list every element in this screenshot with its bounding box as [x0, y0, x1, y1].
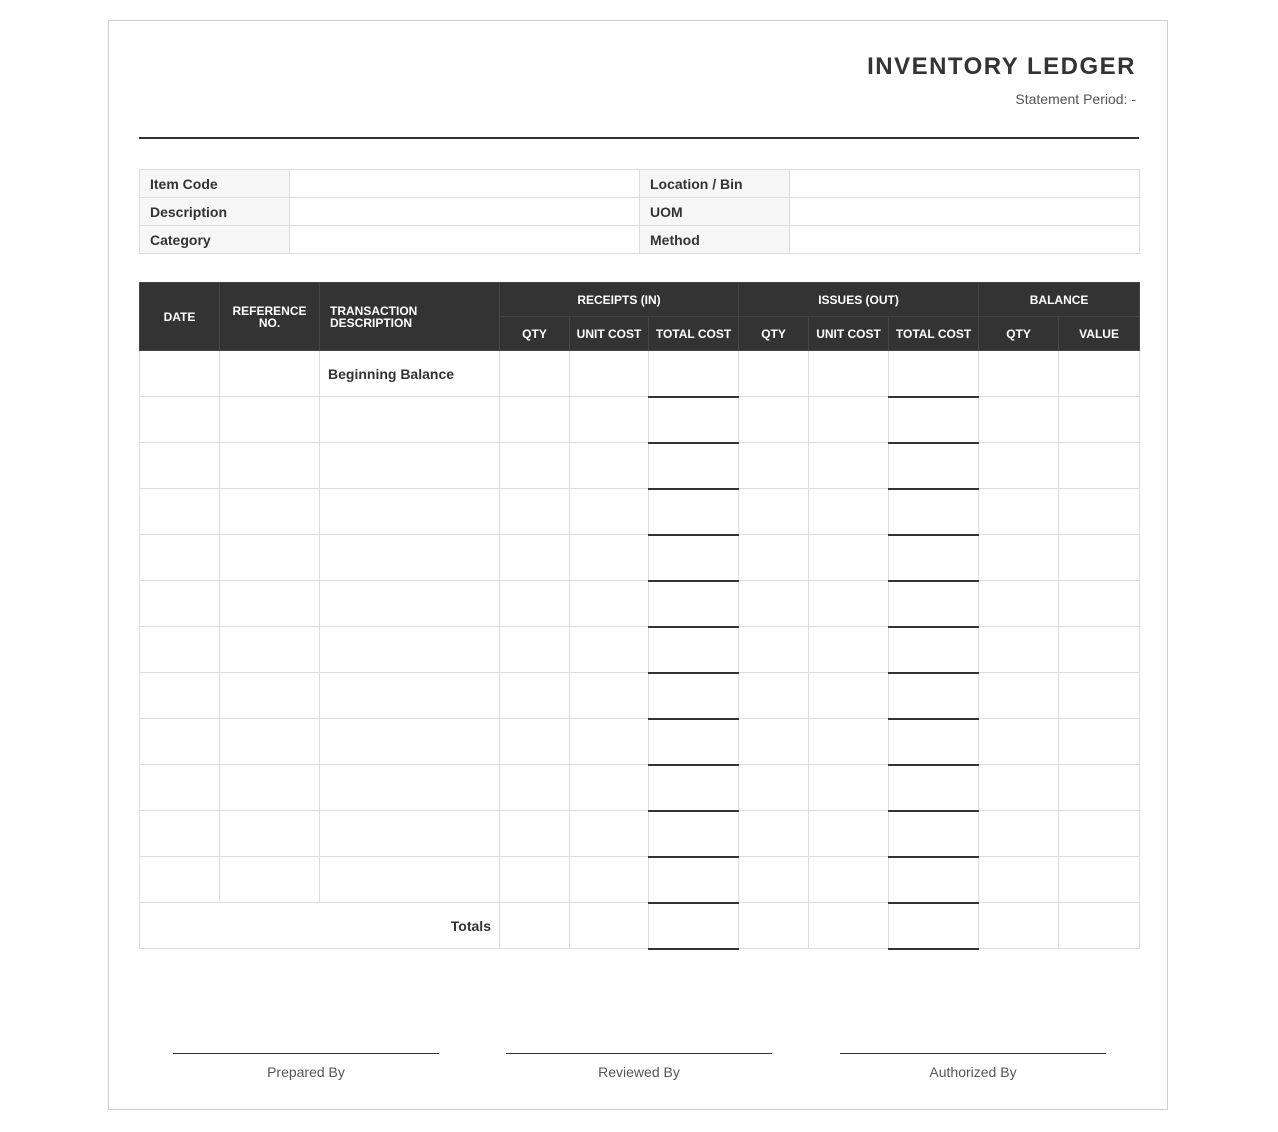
cell-balance-value[interactable]	[1059, 673, 1140, 719]
location-bin-field[interactable]	[790, 170, 1140, 198]
method-field[interactable]	[790, 226, 1140, 254]
cell-issues-total-cost[interactable]	[889, 581, 979, 627]
category-label: Category	[140, 226, 290, 254]
cell-issues-unit-cost[interactable]	[809, 351, 889, 397]
cell-receipts-unit-cost[interactable]	[570, 397, 649, 443]
cell-receipts-qty[interactable]	[500, 581, 570, 627]
totals-issues-unit-cost[interactable]	[809, 903, 889, 949]
cell-receipts-total-cost[interactable]	[649, 397, 739, 443]
table-row	[140, 857, 1140, 903]
item-info-table	[139, 169, 1140, 254]
uom-field[interactable]	[790, 198, 1140, 226]
cell-receipts-total-cost[interactable]	[649, 627, 739, 673]
prepared-by-label: Prepared By	[267, 1064, 345, 1080]
cell-description[interactable]	[320, 673, 500, 719]
cell-date[interactable]	[140, 627, 220, 673]
cell-issues-total-cost[interactable]	[889, 673, 979, 719]
cell-issues-qty[interactable]	[739, 351, 809, 397]
receipts-unit-cost-header: UNIT COST	[570, 317, 649, 351]
cell-balance-qty[interactable]	[979, 627, 1059, 673]
category-field[interactable]	[290, 226, 640, 254]
cell-description[interactable]	[320, 535, 500, 581]
cell-reference[interactable]	[220, 397, 320, 443]
cell-receipts-qty[interactable]	[500, 397, 570, 443]
cell-reference[interactable]	[220, 811, 320, 857]
statement-period-label: Statement Period:	[1015, 91, 1128, 107]
header-divider	[139, 137, 1139, 139]
page-title: INVENTORY LEDGER	[867, 53, 1136, 80]
cell-issues-qty[interactable]	[739, 857, 809, 903]
cell-issues-total-cost[interactable]	[889, 811, 979, 857]
authorized-by-signature	[840, 1053, 1106, 1080]
cell-description[interactable]	[320, 627, 500, 673]
info-row	[140, 170, 1140, 198]
totals-label: Totals	[140, 903, 500, 949]
cell-receipts-qty[interactable]	[500, 351, 570, 397]
cell-issues-total-cost[interactable]	[889, 443, 979, 489]
statement-period-value: -	[1131, 91, 1136, 107]
totals-balance-value[interactable]	[1059, 903, 1140, 949]
prepared-by-signature	[173, 1053, 439, 1080]
cell-issues-qty[interactable]	[739, 397, 809, 443]
cell-balance-qty[interactable]	[979, 351, 1059, 397]
cell-issues-unit-cost[interactable]	[809, 397, 889, 443]
totals-receipts-unit-cost[interactable]	[570, 903, 649, 949]
cell-receipts-total-cost[interactable]	[649, 443, 739, 489]
cell-balance-value[interactable]	[1059, 857, 1140, 903]
issues-group-header: ISSUES (OUT)	[739, 283, 979, 317]
reviewed-by-signature	[506, 1053, 772, 1080]
info-row	[140, 198, 1140, 226]
totals-receipts-qty[interactable]	[500, 903, 570, 949]
cell-description[interactable]	[320, 719, 500, 765]
cell-receipts-unit-cost[interactable]	[570, 627, 649, 673]
cell-date[interactable]	[140, 581, 220, 627]
uom-label: UOM	[640, 198, 790, 226]
statement-period	[1015, 91, 1136, 107]
cell-receipts-total-cost[interactable]	[649, 673, 739, 719]
cell-description[interactable]	[320, 811, 500, 857]
cell-balance-value[interactable]	[1059, 765, 1140, 811]
cell-receipts-total-cost[interactable]	[649, 719, 739, 765]
signature-line[interactable]	[840, 1053, 1106, 1054]
cell-description[interactable]	[320, 397, 500, 443]
ledger-body	[140, 351, 1140, 949]
cell-date[interactable]	[140, 765, 220, 811]
cell-reference[interactable]	[220, 673, 320, 719]
col-ref-header: REFERENCE NO.	[220, 283, 320, 351]
cell-receipts-qty[interactable]	[500, 719, 570, 765]
item-code-field[interactable]	[290, 170, 640, 198]
table-row	[140, 673, 1140, 719]
cell-issues-unit-cost[interactable]	[809, 857, 889, 903]
cell-reference[interactable]	[220, 719, 320, 765]
item-code-label: Item Code	[140, 170, 290, 198]
ledger-table	[139, 282, 1140, 950]
totals-issues-qty[interactable]	[739, 903, 809, 949]
ledger-sheet	[108, 20, 1168, 1110]
totals-issues-total-cost[interactable]	[889, 903, 979, 949]
cell-issues-qty[interactable]	[739, 489, 809, 535]
info-row	[140, 226, 1140, 254]
cell-reference[interactable]	[220, 351, 320, 397]
location-bin-label: Location / Bin	[640, 170, 790, 198]
cell-receipts-unit-cost[interactable]	[570, 673, 649, 719]
receipts-total-cost-header: TOTAL COST	[649, 317, 739, 351]
signature-line[interactable]	[506, 1053, 772, 1054]
cell-balance-value[interactable]	[1059, 397, 1140, 443]
cell-receipts-unit-cost[interactable]	[570, 719, 649, 765]
cell-receipts-qty[interactable]	[500, 765, 570, 811]
cell-description[interactable]	[320, 581, 500, 627]
cell-reference[interactable]	[220, 581, 320, 627]
cell-issues-total-cost[interactable]	[889, 719, 979, 765]
receipts-qty-header: QTY	[500, 317, 570, 351]
totals-row	[140, 903, 1140, 949]
cell-issues-unit-cost[interactable]	[809, 811, 889, 857]
issues-qty-header: QTY	[739, 317, 809, 351]
cell-balance-value[interactable]	[1059, 627, 1140, 673]
cell-reference[interactable]	[220, 857, 320, 903]
cell-issues-total-cost[interactable]	[889, 351, 979, 397]
cell-receipts-qty[interactable]	[500, 489, 570, 535]
table-row	[140, 535, 1140, 581]
cell-balance-qty[interactable]	[979, 443, 1059, 489]
cell-receipts-qty[interactable]	[500, 535, 570, 581]
cell-receipts-qty[interactable]	[500, 811, 570, 857]
cell-receipts-total-cost[interactable]	[649, 489, 739, 535]
cell-receipts-unit-cost[interactable]	[570, 535, 649, 581]
cell-date[interactable]	[140, 857, 220, 903]
cell-issues-unit-cost[interactable]	[809, 535, 889, 581]
cell-balance-value[interactable]	[1059, 581, 1140, 627]
method-label: Method	[640, 226, 790, 254]
reviewed-by-label: Reviewed By	[598, 1064, 680, 1080]
cell-balance-qty[interactable]	[979, 581, 1059, 627]
cell-date[interactable]	[140, 489, 220, 535]
cell-balance-qty[interactable]	[979, 857, 1059, 903]
cell-receipts-unit-cost[interactable]	[570, 765, 649, 811]
cell-issues-qty[interactable]	[739, 673, 809, 719]
cell-issues-unit-cost[interactable]	[809, 673, 889, 719]
cell-balance-qty[interactable]	[979, 719, 1059, 765]
cell-date[interactable]	[140, 673, 220, 719]
cell-receipts-total-cost[interactable]	[649, 765, 739, 811]
cell-receipts-total-cost[interactable]	[649, 811, 739, 857]
cell-date[interactable]	[140, 443, 220, 489]
table-row	[140, 489, 1140, 535]
cell-balance-qty[interactable]	[979, 489, 1059, 535]
balance-value-header: VALUE	[1059, 317, 1140, 351]
cell-receipts-qty[interactable]	[500, 857, 570, 903]
cell-issues-unit-cost[interactable]	[809, 581, 889, 627]
balance-qty-header: QTY	[979, 317, 1059, 351]
cell-date[interactable]	[140, 535, 220, 581]
cell-issues-qty[interactable]	[739, 811, 809, 857]
authorized-by-label: Authorized By	[929, 1064, 1017, 1080]
cell-issues-qty[interactable]	[739, 581, 809, 627]
cell-issues-qty[interactable]	[739, 765, 809, 811]
cell-receipts-unit-cost[interactable]	[570, 489, 649, 535]
table-row	[140, 443, 1140, 489]
cell-balance-value[interactable]	[1059, 535, 1140, 581]
cell-issues-total-cost[interactable]	[889, 397, 979, 443]
table-row	[140, 719, 1140, 765]
table-row	[140, 351, 1140, 397]
receipts-group-header: RECEIPTS (IN)	[500, 283, 739, 317]
issues-unit-cost-header: UNIT COST	[809, 317, 889, 351]
cell-balance-value[interactable]	[1059, 443, 1140, 489]
col-date-header: DATE	[140, 283, 220, 351]
cell-date[interactable]	[140, 719, 220, 765]
ledger-header-row	[140, 283, 1140, 317]
cell-issues-total-cost[interactable]	[889, 627, 979, 673]
cell-issues-qty[interactable]	[739, 627, 809, 673]
cell-balance-qty[interactable]	[979, 765, 1059, 811]
cell-reference[interactable]	[220, 489, 320, 535]
table-row	[140, 581, 1140, 627]
cell-issues-qty[interactable]	[739, 535, 809, 581]
cell-description[interactable]	[320, 857, 500, 903]
cell-issues-unit-cost[interactable]	[809, 765, 889, 811]
cell-balance-qty[interactable]	[979, 397, 1059, 443]
table-row	[140, 811, 1140, 857]
cell-receipts-unit-cost[interactable]	[570, 581, 649, 627]
table-row	[140, 765, 1140, 811]
cell-issues-total-cost[interactable]	[889, 535, 979, 581]
cell-receipts-qty[interactable]	[500, 627, 570, 673]
cell-issues-qty[interactable]	[739, 719, 809, 765]
table-row	[140, 627, 1140, 673]
col-description-header: TRANSACTION DESCRIPTION	[320, 283, 500, 351]
description-label: Description	[140, 198, 290, 226]
cell-balance-value[interactable]	[1059, 351, 1140, 397]
totals-balance-qty[interactable]	[979, 903, 1059, 949]
cell-date[interactable]	[140, 811, 220, 857]
cell-issues-total-cost[interactable]	[889, 489, 979, 535]
cell-receipts-unit-cost[interactable]	[570, 443, 649, 489]
cell-receipts-qty[interactable]	[500, 443, 570, 489]
cell-description[interactable]	[320, 765, 500, 811]
cell-receipts-total-cost[interactable]	[649, 581, 739, 627]
cell-description[interactable]: Beginning Balance	[320, 351, 500, 397]
cell-receipts-unit-cost[interactable]	[570, 857, 649, 903]
signature-line[interactable]	[173, 1053, 439, 1054]
cell-reference[interactable]	[220, 443, 320, 489]
cell-balance-value[interactable]	[1059, 489, 1140, 535]
issues-total-cost-header: TOTAL COST	[889, 317, 979, 351]
description-field[interactable]	[290, 198, 640, 226]
cell-issues-unit-cost[interactable]	[809, 627, 889, 673]
cell-receipts-unit-cost[interactable]	[570, 351, 649, 397]
cell-issues-total-cost[interactable]	[889, 857, 979, 903]
cell-issues-total-cost[interactable]	[889, 765, 979, 811]
cell-receipts-total-cost[interactable]	[649, 857, 739, 903]
cell-balance-value[interactable]	[1059, 811, 1140, 857]
cell-date[interactable]	[140, 351, 220, 397]
cell-receipts-total-cost[interactable]	[649, 535, 739, 581]
totals-receipts-total-cost[interactable]	[649, 903, 739, 949]
cell-balance-value[interactable]	[1059, 719, 1140, 765]
cell-balance-qty[interactable]	[979, 811, 1059, 857]
cell-reference[interactable]	[220, 535, 320, 581]
cell-issues-unit-cost[interactable]	[809, 719, 889, 765]
cell-issues-unit-cost[interactable]	[809, 489, 889, 535]
cell-receipts-total-cost[interactable]	[649, 351, 739, 397]
cell-description[interactable]	[320, 443, 500, 489]
cell-receipts-qty[interactable]	[500, 673, 570, 719]
table-row	[140, 397, 1140, 443]
cell-issues-qty[interactable]	[739, 443, 809, 489]
cell-receipts-unit-cost[interactable]	[570, 811, 649, 857]
cell-description[interactable]	[320, 489, 500, 535]
cell-date[interactable]	[140, 397, 220, 443]
cell-balance-qty[interactable]	[979, 535, 1059, 581]
cell-reference[interactable]	[220, 627, 320, 673]
cell-balance-qty[interactable]	[979, 673, 1059, 719]
balance-group-header: BALANCE	[979, 283, 1140, 317]
cell-issues-unit-cost[interactable]	[809, 443, 889, 489]
cell-reference[interactable]	[220, 765, 320, 811]
